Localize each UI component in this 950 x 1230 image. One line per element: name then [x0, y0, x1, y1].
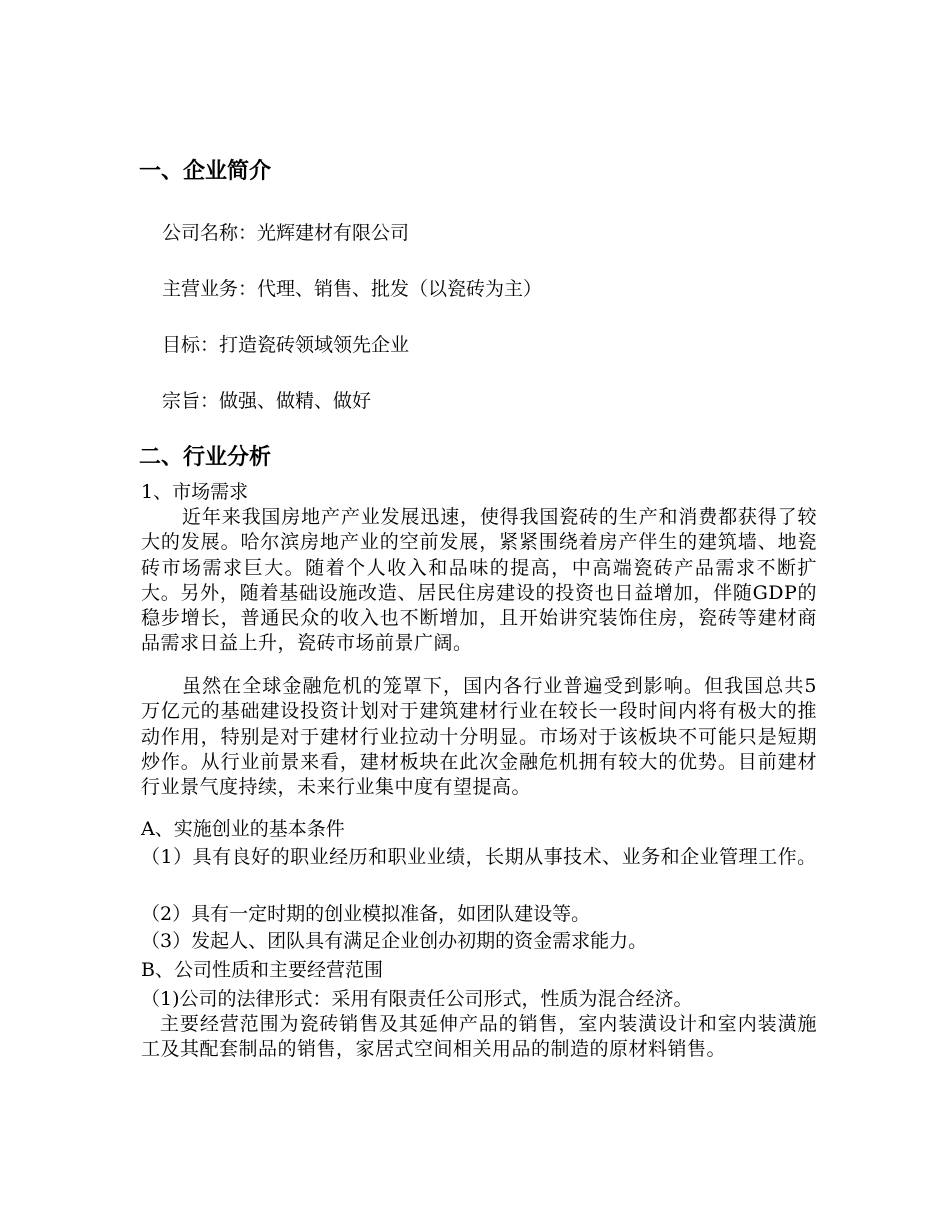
purpose-line: 宗旨：做强、做精、做好: [162, 390, 372, 412]
list-item-condition-3: （3）发起人、团队具有满足企业创办初期的资金需求能力。: [141, 930, 648, 952]
business-line: 主营业务：代理、销售、批发（以瓷砖为主）: [162, 278, 543, 300]
section-heading-industry-analysis: 二、行业分析: [139, 445, 272, 470]
paragraph-business-scope: 主要经营范围为瓷砖销售及其延伸产品的销售，室内装潢设计和室内装潢施工及其配套制品的销售，家居式空间相关用品的制造的原材料销售。: [141, 1013, 817, 1061]
list-item-legal-form: （1)公司的法律形式：采用有限责任公司形式，性质为混合经济。: [141, 988, 693, 1010]
section-heading-company-profile: 一、企业简介: [139, 159, 272, 184]
list-item-condition-1: （1）具有良好的职业经历和职业业绩，长期从事技术、业务和企业管理工作。: [141, 846, 817, 868]
subheading-market-demand: 1、市场需求: [141, 481, 249, 503]
company-name-line: 公司名称：光辉建材有限公司: [162, 222, 410, 244]
paragraph-financial-crisis: 虽然在全球金融危机的笼罩下，国内各行业普遍受到影响。但我国总共5万亿元的基础建设投资计划对于建筑建材行业在较长一段时间内将有极大的推动作用，特别是对于建材行业拉动十分明显。市场对于该板块不可能只是短期炒作。从行业前景来看，建材板块在此次金融危机拥有较大的优势。目前建材行业景气度持续，未来行业集中度有望提高。: [141, 675, 817, 799]
list-item-condition-2: （2）具有一定时期的创业模拟准备，如团队建设等。: [141, 903, 591, 925]
subheading-company-nature: B、公司性质和主要经营范围: [141, 959, 383, 981]
goal-line: 目标：打造瓷砖领域领先企业: [162, 334, 410, 356]
paragraph-market-demand: 近年来我国房地产产业发展迅速，使得我国瓷砖的生产和消费都获得了较大的发展。哈尔滨房地产业的空前发展，紧紧围绕着房产伴生的建筑墙、地瓷砖市场需求巨大。随着个人收入和品味的提高，中高端瓷砖产品需求不断扩大。另外，随着基础设施改造、居民住房建设的投资也日益增加，伴随GDP的稳步增长，普通民众的收入也不断增加，且开始讲究装饰住房，瓷砖等建材商品需求日益上升，瓷砖市场前景广阔。: [141, 506, 817, 655]
subheading-basic-conditions: A、实施创业的基本条件: [141, 818, 345, 840]
